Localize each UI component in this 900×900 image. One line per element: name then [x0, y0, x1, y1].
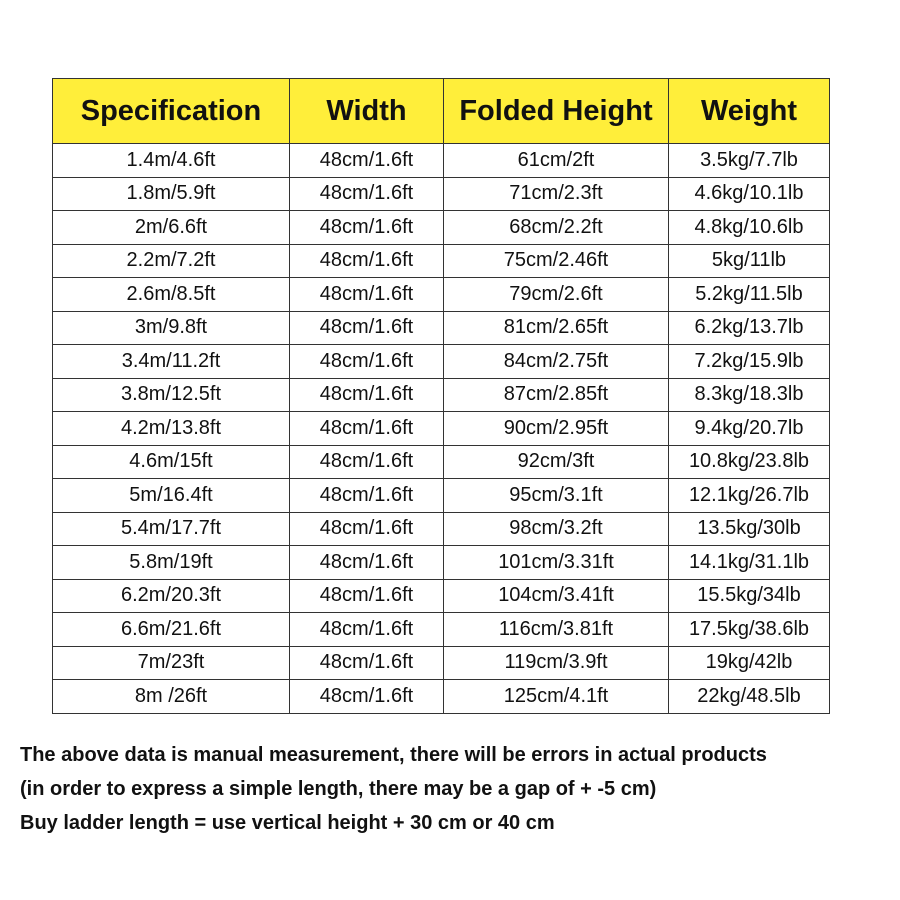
- cell-folded-height: 79cm/2.6ft: [444, 278, 669, 312]
- cell-specification: 5.4m/17.7ft: [53, 512, 290, 546]
- cell-weight: 4.6kg/10.1lb: [669, 177, 830, 211]
- cell-weight: 14.1kg/31.1lb: [669, 546, 830, 580]
- cell-folded-height: 104cm/3.41ft: [444, 579, 669, 613]
- cell-width: 48cm/1.6ft: [290, 579, 444, 613]
- cell-specification: 5m/16.4ft: [53, 479, 290, 513]
- note-measurement: The above data is manual measurement, there will be errors in actual products: [20, 744, 767, 766]
- note-tolerance: (in order to express a simple length, there may be a gap of + -5 cm): [20, 778, 657, 800]
- cell-width: 48cm/1.6ft: [290, 144, 444, 178]
- cell-weight: 9.4kg/20.7lb: [669, 412, 830, 446]
- header-specification: Specification: [53, 79, 290, 144]
- cell-specification: 6.6m/21.6ft: [53, 613, 290, 647]
- cell-width: 48cm/1.6ft: [290, 546, 444, 580]
- cell-folded-height: 90cm/2.95ft: [444, 412, 669, 446]
- cell-specification: 5.8m/19ft: [53, 546, 290, 580]
- cell-folded-height: 68cm/2.2ft: [444, 211, 669, 245]
- spec-table-container: [52, 78, 829, 714]
- table-row: [53, 646, 830, 680]
- header-weight: Weight: [669, 79, 830, 144]
- table-row: [53, 479, 830, 513]
- cell-width: 48cm/1.6ft: [290, 646, 444, 680]
- cell-folded-height: 116cm/3.81ft: [444, 613, 669, 647]
- cell-specification: 2m/6.6ft: [53, 211, 290, 245]
- table-row: [53, 613, 830, 647]
- cell-specification: 2.2m/7.2ft: [53, 244, 290, 278]
- header-folded-height: Folded Height: [444, 79, 669, 144]
- table-row: [53, 378, 830, 412]
- cell-folded-height: 95cm/3.1ft: [444, 479, 669, 513]
- cell-weight: 22kg/48.5lb: [669, 680, 830, 714]
- cell-folded-height: 119cm/3.9ft: [444, 646, 669, 680]
- table-row: [53, 445, 830, 479]
- table-row: [53, 546, 830, 580]
- cell-folded-height: 84cm/2.75ft: [444, 345, 669, 379]
- table-row: [53, 211, 830, 245]
- cell-specification: 1.4m/4.6ft: [53, 144, 290, 178]
- cell-folded-height: 101cm/3.31ft: [444, 546, 669, 580]
- cell-width: 48cm/1.6ft: [290, 445, 444, 479]
- cell-folded-height: 125cm/4.1ft: [444, 680, 669, 714]
- table-row: [53, 579, 830, 613]
- cell-specification: 4.2m/13.8ft: [53, 412, 290, 446]
- cell-weight: 19kg/42lb: [669, 646, 830, 680]
- cell-folded-height: 98cm/3.2ft: [444, 512, 669, 546]
- cell-weight: 12.1kg/26.7lb: [669, 479, 830, 513]
- cell-width: 48cm/1.6ft: [290, 177, 444, 211]
- table-row: [53, 144, 830, 178]
- notes-section: [20, 738, 890, 840]
- cell-width: 48cm/1.6ft: [290, 512, 444, 546]
- cell-folded-height: 75cm/2.46ft: [444, 244, 669, 278]
- cell-folded-height: 71cm/2.3ft: [444, 177, 669, 211]
- table-row: [53, 345, 830, 379]
- cell-width: 48cm/1.6ft: [290, 479, 444, 513]
- cell-weight: 17.5kg/38.6lb: [669, 613, 830, 647]
- cell-specification: 1.8m/5.9ft: [53, 177, 290, 211]
- cell-specification: 2.6m/8.5ft: [53, 278, 290, 312]
- cell-specification: 3m/9.8ft: [53, 311, 290, 345]
- table-row: [53, 512, 830, 546]
- cell-width: 48cm/1.6ft: [290, 613, 444, 647]
- cell-folded-height: 81cm/2.65ft: [444, 311, 669, 345]
- cell-weight: 5.2kg/11.5lb: [669, 278, 830, 312]
- cell-specification: 7m/23ft: [53, 646, 290, 680]
- cell-width: 48cm/1.6ft: [290, 311, 444, 345]
- cell-specification: 4.6m/15ft: [53, 445, 290, 479]
- cell-weight: 5kg/11lb: [669, 244, 830, 278]
- cell-weight: 3.5kg/7.7lb: [669, 144, 830, 178]
- cell-specification: 3.8m/12.5ft: [53, 378, 290, 412]
- cell-folded-height: 61cm/2ft: [444, 144, 669, 178]
- cell-width: 48cm/1.6ft: [290, 412, 444, 446]
- cell-folded-height: 92cm/3ft: [444, 445, 669, 479]
- cell-folded-height: 87cm/2.85ft: [444, 378, 669, 412]
- table-header-row: [53, 79, 830, 144]
- table-row: [53, 680, 830, 714]
- table-row: [53, 311, 830, 345]
- cell-weight: 10.8kg/23.8lb: [669, 445, 830, 479]
- cell-width: 48cm/1.6ft: [290, 345, 444, 379]
- spec-table: [52, 78, 830, 714]
- cell-weight: 13.5kg/30lb: [669, 512, 830, 546]
- cell-width: 48cm/1.6ft: [290, 278, 444, 312]
- table-row: [53, 412, 830, 446]
- cell-width: 48cm/1.6ft: [290, 211, 444, 245]
- table-row: [53, 278, 830, 312]
- cell-weight: 6.2kg/13.7lb: [669, 311, 830, 345]
- table-row: [53, 244, 830, 278]
- note-buy-length: Buy ladder length = use vertical height + 30 cm or 40 cm: [20, 812, 555, 834]
- cell-width: 48cm/1.6ft: [290, 244, 444, 278]
- header-width: Width: [290, 79, 444, 144]
- table-body: [53, 144, 830, 714]
- cell-weight: 4.8kg/10.6lb: [669, 211, 830, 245]
- cell-weight: 8.3kg/18.3lb: [669, 378, 830, 412]
- cell-weight: 7.2kg/15.9lb: [669, 345, 830, 379]
- cell-weight: 15.5kg/34lb: [669, 579, 830, 613]
- cell-width: 48cm/1.6ft: [290, 378, 444, 412]
- table-row: [53, 177, 830, 211]
- cell-specification: 3.4m/11.2ft: [53, 345, 290, 379]
- cell-width: 48cm/1.6ft: [290, 680, 444, 714]
- cell-specification: 6.2m/20.3ft: [53, 579, 290, 613]
- cell-specification: 8m /26ft: [53, 680, 290, 714]
